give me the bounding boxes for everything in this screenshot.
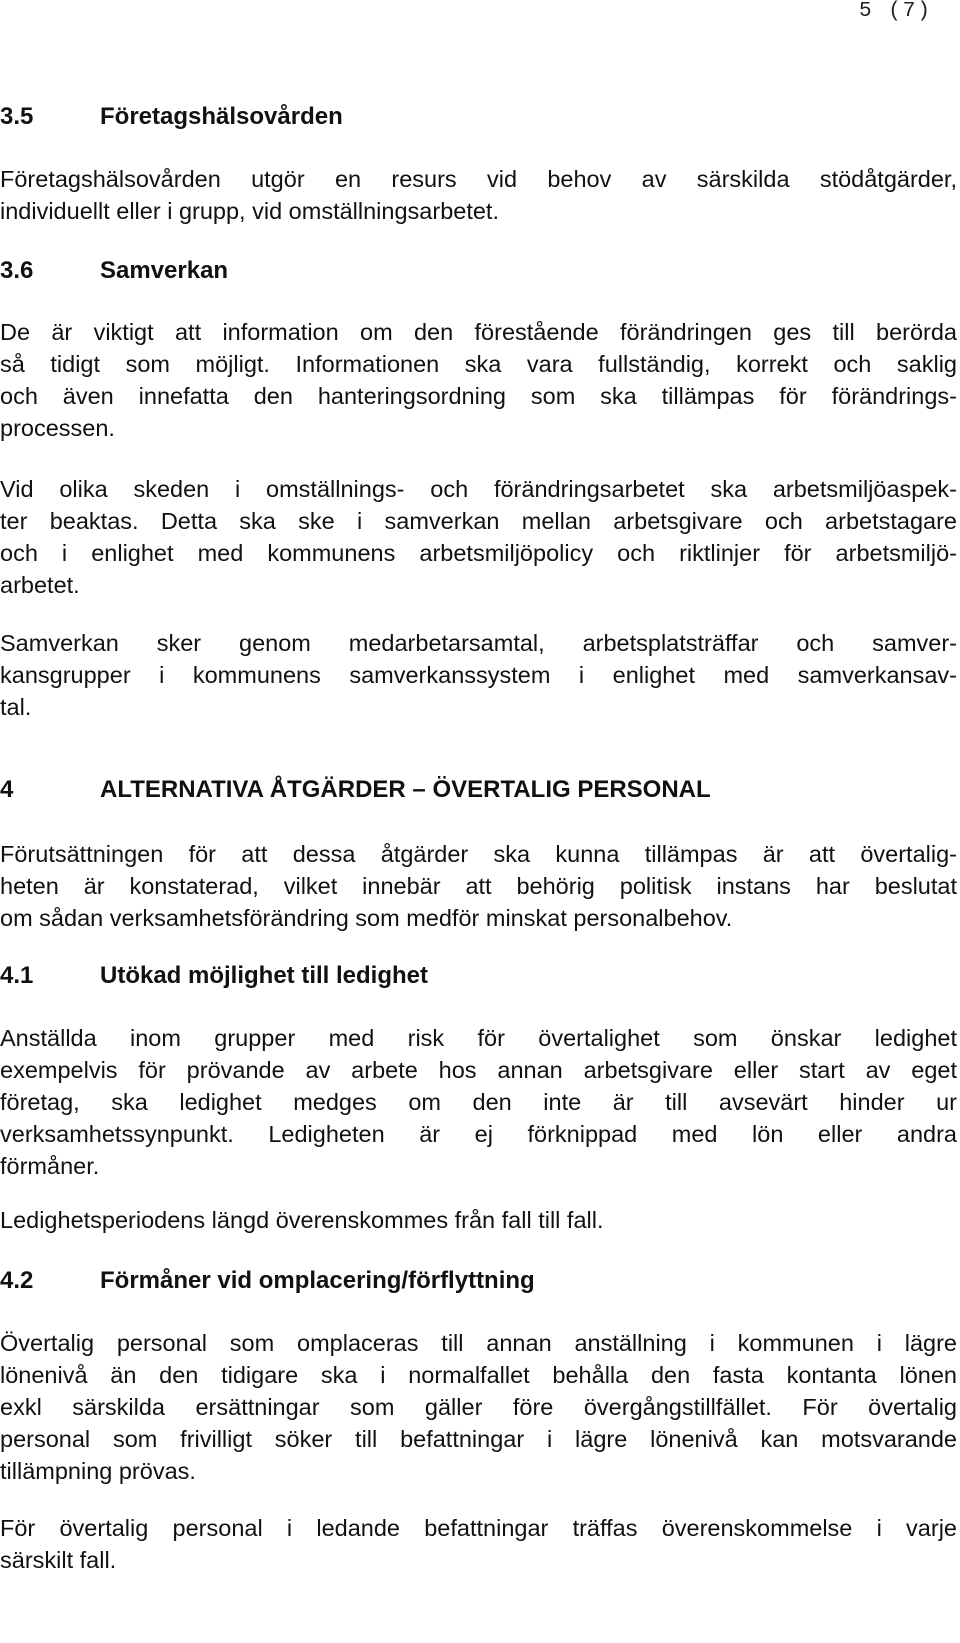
paragraph-line: företag, ska ledighet medges om den inte är till avsevärt hinder ur xyxy=(0,1089,957,1115)
paragraph-line: exkl särskilda ersättningar som gäller före övergångstillfället. För övertalig xyxy=(0,1394,957,1420)
paragraph-line: tillämpning prövas. xyxy=(0,1458,196,1484)
paragraph-line: arbetet. xyxy=(0,572,80,598)
section-title: Företagshälsovården xyxy=(100,103,343,130)
section-heading-s36 xyxy=(0,256,228,286)
paragraph-line: Förutsättningen för att dessa åtgärder ska kunna tillämpas är att övertalig- xyxy=(0,841,957,867)
paragraph xyxy=(0,316,957,444)
paragraph-line: Övertalig personal som omplaceras till annan anställning i kommunen i lägre xyxy=(0,1330,957,1356)
section-heading-s4 xyxy=(0,775,711,805)
paragraph-line: och i enlighet med kommunens arbetsmiljöpolicy och riktlinjer för arbetsmiljö- xyxy=(0,540,957,566)
paragraph-line: om sådan verksamhetsförändring som medför minskat personalbehov. xyxy=(0,905,733,931)
paragraph xyxy=(0,1327,957,1487)
paragraph-line: lönenivå än den tidigare ska i normalfallet behålla den fasta kontanta lönen xyxy=(0,1362,957,1388)
paragraph-line: och även innefatta den hanteringsordning som ska tillämpas för förändrings- xyxy=(0,383,957,409)
paragraph xyxy=(0,1204,957,1236)
paragraph-line: heten är konstaterad, vilket innebär att behörig politisk instans har beslutat xyxy=(0,873,957,899)
paragraph xyxy=(0,163,957,227)
paragraph-line: Samverkan sker genom medarbetarsamtal, arbetsplatsträffar och samver- xyxy=(0,630,957,656)
paragraph-line: ter beaktas. Detta ska ske i samverkan mellan arbetsgivare och arbetstagare xyxy=(0,508,957,534)
page-number: 5 (7) xyxy=(858,0,932,23)
section-number: 4.2 xyxy=(0,1267,34,1294)
paragraph-line: De är viktigt att information om den förestående förändringen ges till berörda xyxy=(0,319,957,345)
section-heading-s35 xyxy=(0,102,343,132)
section-title: Förmåner vid omplacering/förflyttning xyxy=(100,1267,535,1294)
paragraph-line: så tidigt som möjligt. Informationen ska vara fullständig, korrekt och saklig xyxy=(0,351,957,377)
paragraph xyxy=(0,627,957,723)
paragraph-line: kansgrupper i kommunens samverkanssystem i enlighet med samverkansav- xyxy=(0,662,957,688)
section-number: 3.6 xyxy=(0,257,34,284)
section-number: 4 xyxy=(0,776,14,803)
paragraph-line: verksamhetssynpunkt. Ledigheten är ej förknippad med lön eller andra xyxy=(0,1121,957,1147)
paragraph xyxy=(0,473,957,601)
paragraph xyxy=(0,1022,957,1182)
section-title: Utökad möjlighet till ledighet xyxy=(100,962,429,989)
section-heading-s42 xyxy=(0,1266,535,1296)
paragraph-line: personal som frivilligt söker till befattningar i lägre lönenivå kan motsvarande xyxy=(0,1426,957,1452)
paragraph-line: individuellt eller i grupp, vid omställningsarbetet. xyxy=(0,198,499,224)
section-number: 4.1 xyxy=(0,962,34,989)
paragraph-line: tal. xyxy=(0,694,32,720)
paragraph-line: förmåner. xyxy=(0,1153,100,1179)
paragraph-line: processen. xyxy=(0,415,115,441)
paragraph-line: Ledighetsperiodens längd överenskommes från fall till fall. xyxy=(0,1207,604,1233)
section-title: ALTERNATIVA ÅTGÄRDER – ÖVERTALIG PERSONAL xyxy=(100,776,711,803)
paragraph-line: särskilt fall. xyxy=(0,1547,117,1573)
section-heading-s41 xyxy=(0,961,428,991)
paragraph-line: Vid olika skeden i omställnings- och förändringsarbetet ska arbetsmiljöaspek- xyxy=(0,476,957,502)
paragraph-line: exempelvis för prövande av arbete hos annan arbetsgivare eller start av eget xyxy=(0,1057,957,1083)
paragraph-line: Företagshälsovården utgör en resurs vid behov av särskilda stödåtgärder, xyxy=(0,166,957,192)
paragraph-line: Anställda inom grupper med risk för övertalighet som önskar ledighet xyxy=(0,1025,957,1051)
section-number: 3.5 xyxy=(0,103,34,130)
paragraph xyxy=(0,838,957,934)
paragraph-line: För övertalig personal i ledande befattningar träffas överenskommelse i varje xyxy=(0,1515,957,1541)
section-title: Samverkan xyxy=(100,257,229,284)
paragraph xyxy=(0,1512,957,1576)
